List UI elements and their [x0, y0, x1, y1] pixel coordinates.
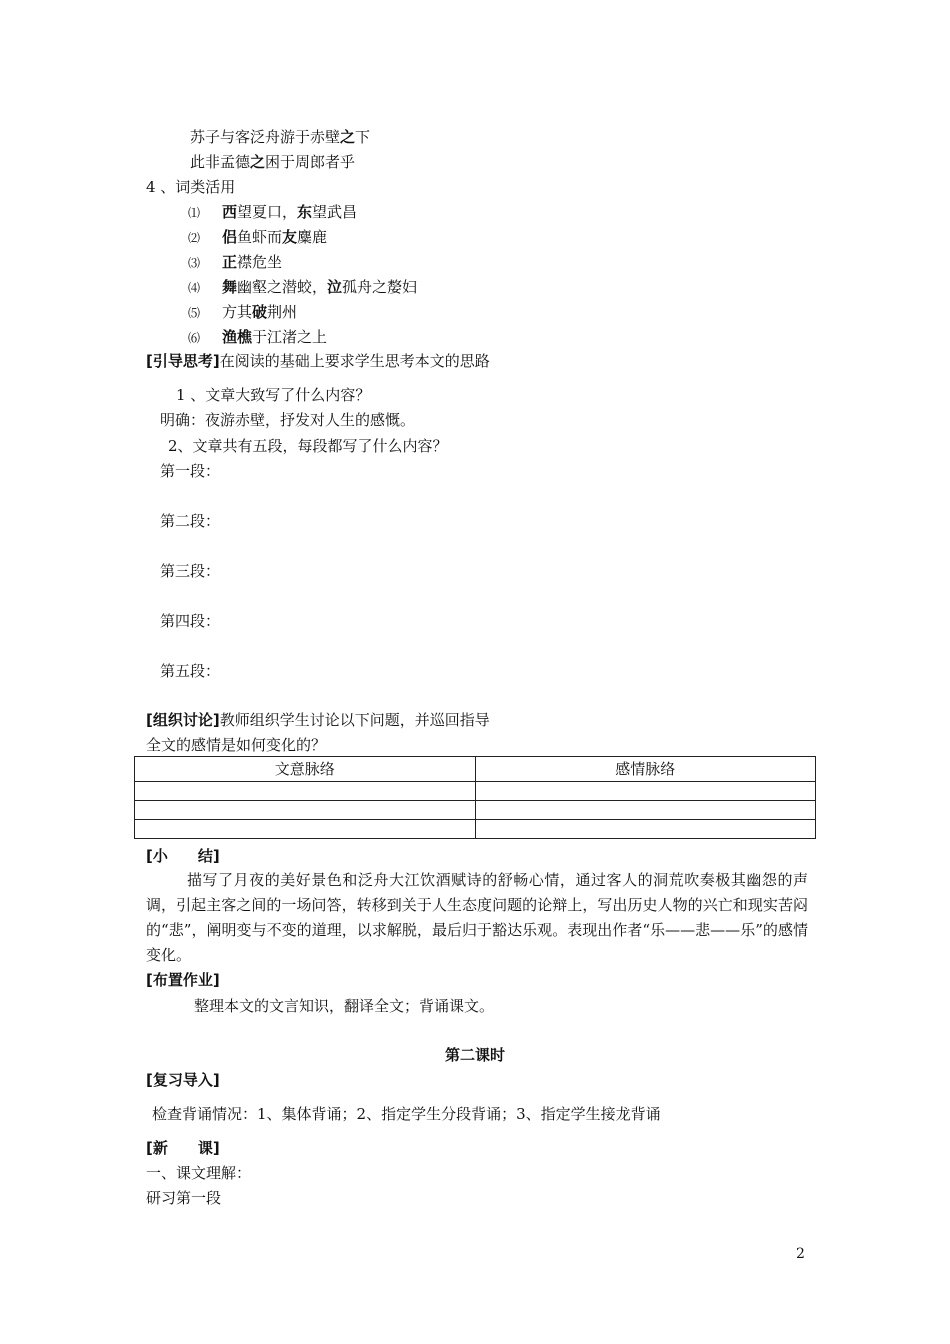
- guide-tag: [引导思考]: [146, 352, 220, 370]
- item-text: 襟危坐: [237, 253, 283, 271]
- wordclass-item: [188, 302, 297, 323]
- answer-1: 明确：夜游赤壁，抒发对人生的感慨。: [160, 411, 416, 429]
- emotion-table: [134, 756, 816, 839]
- review-text: 检查背诵情况：1、集体背诵；2、指定学生分段背诵；3、指定学生接龙背诵: [152, 1105, 661, 1123]
- item-text: 鱼虾而: [237, 228, 283, 246]
- table-row: [135, 820, 816, 839]
- discussion-line: [组织讨论]教师组织学生讨论以下问题，并巡回指导: [146, 711, 490, 729]
- item-text: 麋鹿: [297, 228, 328, 246]
- item-text: 荆州: [267, 303, 298, 321]
- wordclass-item: [188, 277, 417, 298]
- item-text: 望夏口，: [237, 203, 298, 221]
- table-cell: [475, 820, 816, 839]
- table-header-cell: 文意脉络: [135, 757, 476, 782]
- item-text: 方其: [222, 303, 253, 321]
- discussion-question: 全文的感情是如何变化的？: [146, 736, 327, 754]
- wordclass-heading: 4 、词类活用: [146, 178, 236, 196]
- new-lesson-tag: [新 课]: [146, 1139, 220, 1157]
- example-line-2: 此非孟德之困于周郎者乎: [190, 153, 356, 171]
- item-number: ⑷: [188, 281, 201, 295]
- item-text: 幽壑之潜蛟，: [237, 278, 328, 296]
- table-cell: [135, 782, 476, 801]
- item-text: 于江渚之上: [252, 328, 328, 346]
- table-header-cell: 感情脉络: [475, 757, 816, 782]
- table-cell: [135, 801, 476, 820]
- question-2: 2、文章共有五段，每段都写了什么内容？: [168, 437, 448, 455]
- segment-label: 第一段：: [160, 462, 221, 480]
- segment-label: 第三段：: [160, 562, 221, 580]
- table-row: [135, 782, 816, 801]
- table-cell: [475, 782, 816, 801]
- wordclass-item: [188, 227, 327, 248]
- wordclass-item: [188, 327, 327, 348]
- table-header-row: [135, 757, 816, 782]
- highlighted-word: 西: [222, 203, 238, 221]
- item-number: ⑵: [188, 231, 201, 245]
- item-number: ⑸: [188, 306, 201, 320]
- guide-line: [引导思考]在阅读的基础上要求学生思考本文的思路: [146, 352, 490, 370]
- summary-tag: [小 结]: [146, 847, 220, 865]
- segment-label: 第二段：: [160, 512, 221, 530]
- table-cell: [475, 801, 816, 820]
- table-row: [135, 801, 816, 820]
- homework-tag: [布置作业]: [146, 971, 220, 989]
- discussion-tag: [组织讨论]: [146, 711, 220, 729]
- highlighted-word: 渔樵: [222, 328, 253, 346]
- item-text: 孤舟之嫠妇: [342, 278, 418, 296]
- item-text: 望武昌: [312, 203, 358, 221]
- item-number: ⑶: [188, 256, 201, 270]
- highlighted-word: 东: [297, 203, 313, 221]
- highlighted-word: 侣: [222, 228, 238, 246]
- highlighted-word: 泣: [327, 278, 343, 296]
- part1-heading: 一、课文理解：: [146, 1164, 252, 1182]
- highlighted-word: 舞: [222, 278, 238, 296]
- highlighted-word: 破: [252, 303, 268, 321]
- study-heading: 研习第一段: [146, 1189, 222, 1207]
- example-line-1: 苏子与客泛舟游于赤壁之下: [190, 128, 371, 146]
- highlighted-word: 正: [222, 253, 238, 271]
- item-number: ⑴: [188, 206, 201, 220]
- review-tag: [复习导入]: [146, 1071, 220, 1089]
- page-number: 2: [796, 1246, 805, 1262]
- highlighted-word: 友: [282, 228, 298, 246]
- wordclass-item: [188, 252, 282, 273]
- question-1: 1 、文章大致写了什么内容？: [176, 386, 371, 404]
- segment-label: 第五段：: [160, 662, 221, 680]
- segment-label: 第四段：: [160, 612, 221, 630]
- homework-text: 整理本文的文言知识，翻译全文；背诵课文。: [194, 997, 495, 1015]
- wordclass-item: [188, 202, 357, 223]
- summary-paragraph: 描写了月夜的美好景色和泛舟大江饮酒赋诗的舒畅心情，通过客人的洞荒吹奏极其幽怨的声调，引起主客之间的一场问答，转移到关于人生态度问题的论辩上，写出历史人物的兴亡和现实苦闷的“悲”，阐明变与不变的道理，以求解脱，最后归于豁达乐观。表现出作者“乐——悲——乐”的感情变化。: [146, 871, 808, 964]
- table-cell: [135, 820, 476, 839]
- lesson2-title: 第二课时: [444, 1046, 505, 1064]
- item-number: ⑹: [188, 331, 201, 345]
